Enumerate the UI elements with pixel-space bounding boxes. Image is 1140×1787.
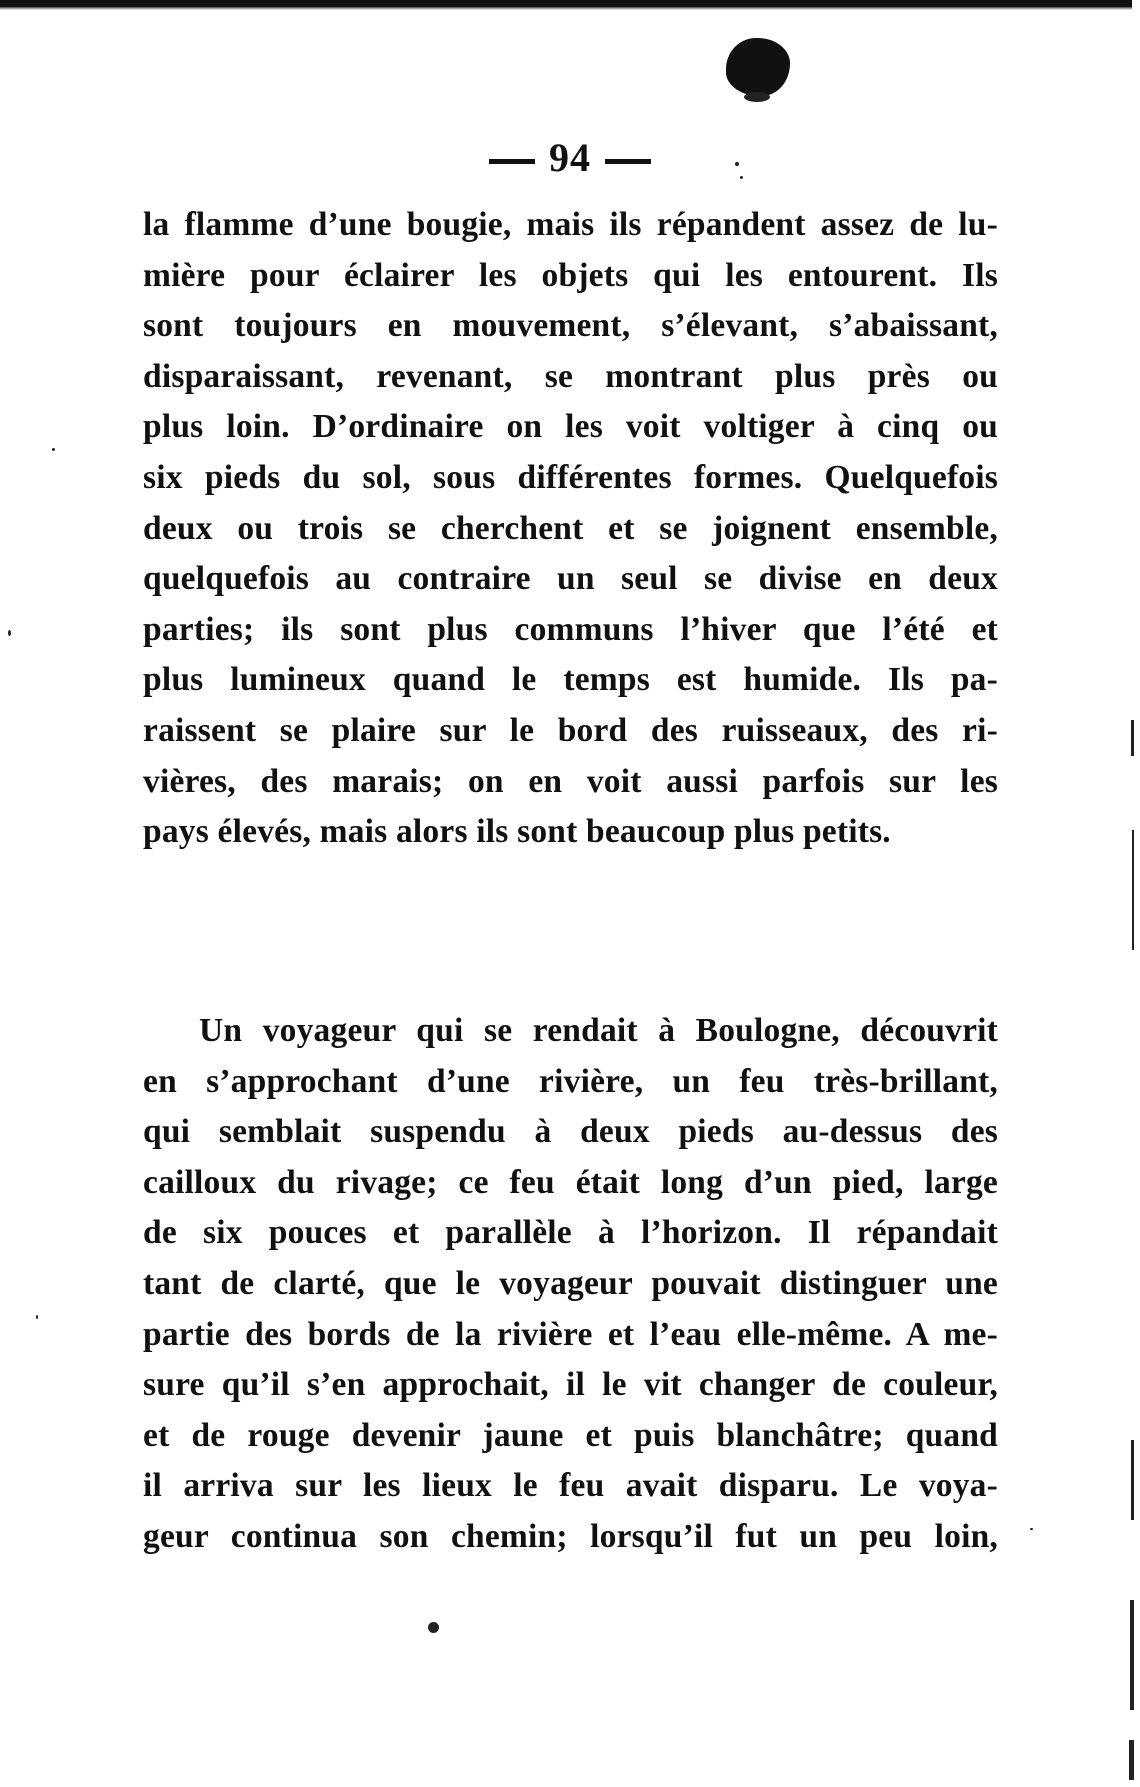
- page-number-dash-right: [605, 159, 651, 164]
- right-scan-edge: [1132, 830, 1134, 950]
- top-scan-shadow: [0, 7, 1132, 10]
- scan-speck: [52, 448, 55, 451]
- text-line: deux ou trois se cherchent et se joignent ensemble,: [143, 509, 998, 547]
- top-scan-edge: [0, 0, 1132, 7]
- text-line: geur continua son chemin; lorsqu’il fut un peu loin,: [143, 1517, 998, 1555]
- right-scan-edge: [1129, 1740, 1134, 1780]
- right-scan-edge: [1131, 720, 1134, 756]
- text-line: qui semblait suspendu à deux pieds au-dessus des: [143, 1113, 998, 1151]
- scan-speck: [428, 1622, 439, 1633]
- text-line: cailloux du rivage; ce feu était long d’un pied, large: [143, 1163, 998, 1201]
- text-line: vières, des marais; on en voit aussi parfois sur les: [143, 762, 998, 800]
- paragraph-1: [143, 200, 998, 858]
- page-number-value: 94: [549, 135, 591, 180]
- paragraph-2: [143, 1006, 998, 1563]
- scan-speck: [8, 630, 11, 636]
- text-line: il arriva sur les lieux le feu avait disparu. Le voya-: [143, 1467, 998, 1505]
- text-line: la flamme d’une bougie, mais ils répandent assez de lu-: [143, 206, 998, 243]
- text-line: tant de clarté, que le voyageur pouvait distinguer une: [143, 1264, 998, 1302]
- text-line: et de rouge devenir jaune et puis blanchâtre; quand: [143, 1416, 998, 1454]
- right-scan-edge: [1131, 1440, 1134, 1520]
- right-scan-edge: [1130, 1600, 1134, 1710]
- text-line: Un voyageur qui se rendait à Boulogne, découvrit: [199, 1012, 998, 1049]
- text-line: six pieds du sol, sous différentes formes. Quelquefois: [143, 458, 998, 496]
- page-number: [0, 134, 1140, 181]
- text-line: plus lumineux quand le temps est humide. Ils pa-: [143, 661, 998, 699]
- scan-speck: [735, 162, 739, 166]
- text-line: en s’approchant d’une rivière, un feu très-brillant,: [143, 1062, 998, 1100]
- text-line: disparaissant, revenant, se montrant plus près ou: [143, 357, 998, 395]
- text-line: pays élevés, mais alors ils sont beaucoup plus petits.: [143, 813, 891, 851]
- scan-speck: [1030, 1528, 1033, 1530]
- text-line: plus loin. D’ordinaire on les voit voltiger à cinq ou: [143, 408, 998, 446]
- text-line: partie des bords de la rivière et l’eau elle-même. A me-: [143, 1315, 998, 1353]
- text-line: quelquefois au contraire un seul se divise en deux: [143, 560, 998, 598]
- text-line: sure qu’il s’en approchait, il le vit changer de couleur,: [143, 1366, 998, 1404]
- scan-speck: [36, 1315, 38, 1319]
- text-line: mière pour éclairer les objets qui les entourent. Ils: [143, 256, 998, 294]
- text-line: sont toujours en mouvement, s’élevant, s’abaissant,: [143, 307, 998, 345]
- text-line: de six pouces et parallèle à l’horizon. Il répandait: [143, 1214, 998, 1252]
- page-number-dash-left: [489, 159, 535, 164]
- ink-blot-mark: [726, 38, 790, 96]
- text-line: parties; ils sont plus communs l’hiver que l’été et: [143, 610, 998, 648]
- scan-speck: [740, 176, 743, 179]
- text-line: raissent se plaire sur le bord des ruisseaux, des ri-: [143, 711, 998, 749]
